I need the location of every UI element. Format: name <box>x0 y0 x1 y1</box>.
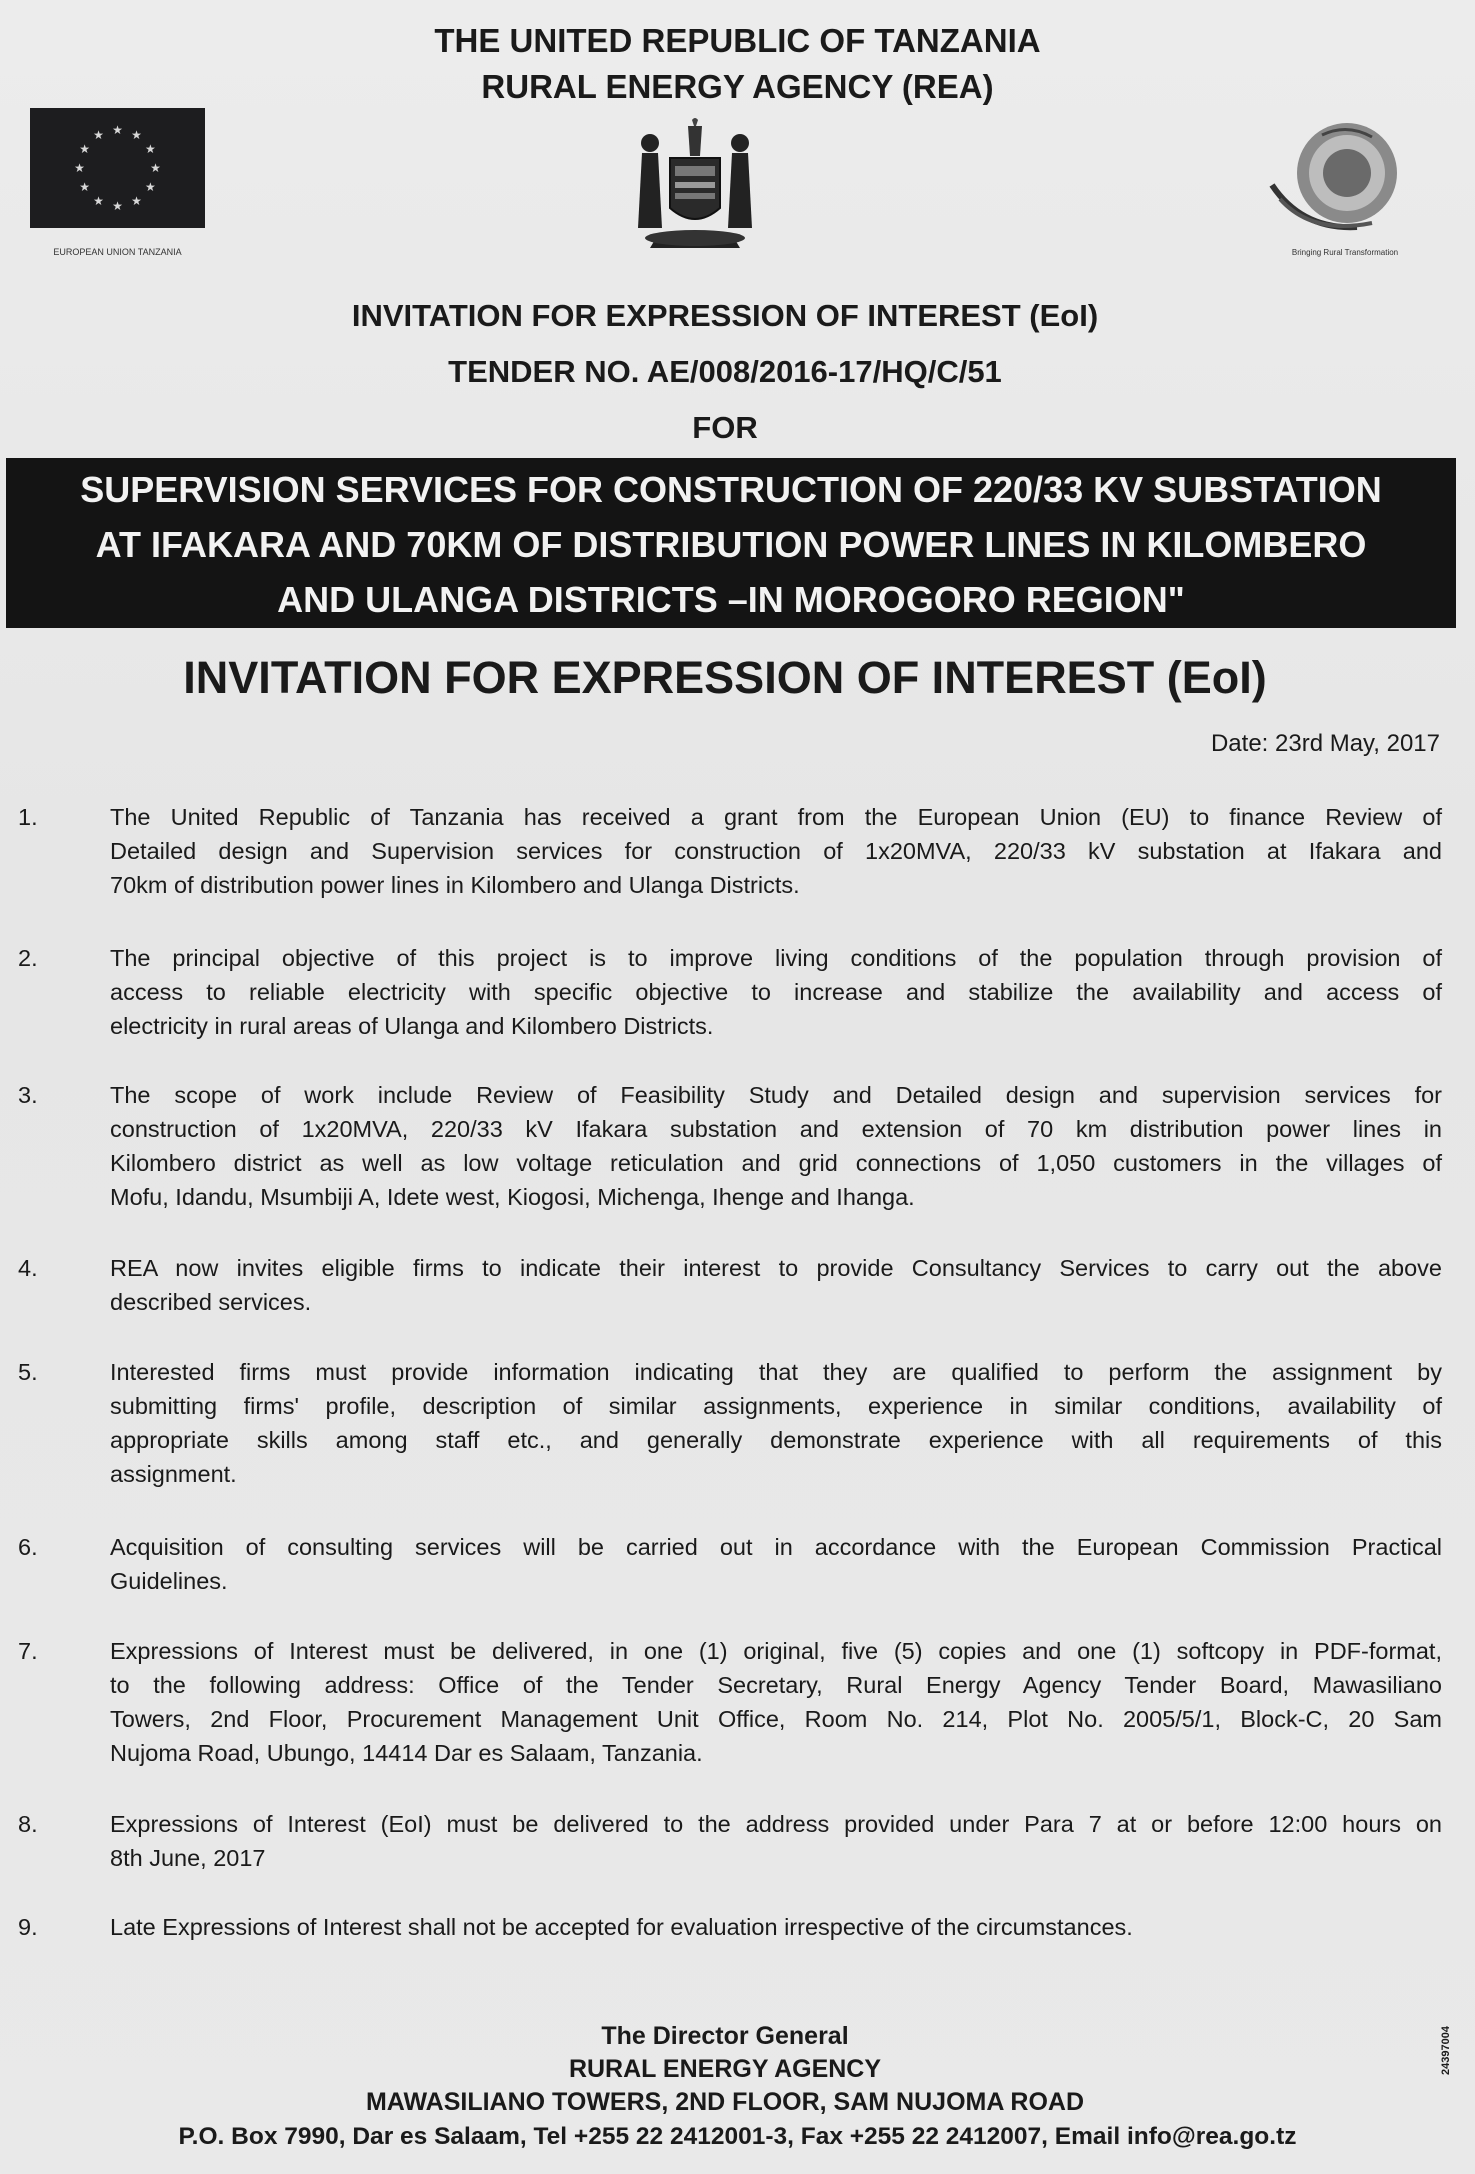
eu-star-icon: ★ <box>145 142 156 156</box>
eu-star-icon: ★ <box>79 142 90 156</box>
for-label: FOR <box>692 410 758 445</box>
eu-flag-icon <box>30 108 205 228</box>
eu-star-icon: ★ <box>112 123 123 137</box>
eu-caption: EUROPEAN UNION TANZANIA <box>53 247 182 257</box>
eu-star-icon: ★ <box>93 193 104 208</box>
banner-line: AT IFAKARA AND 70KM OF DISTRIBUTION POWER LINES IN KILOMBERO <box>95 524 1367 565</box>
paragraph-line: assignment. <box>110 1461 237 1487</box>
paragraph-line: Towers, 2nd Floor, Procurement Management Unit Office, Room No. 214, Plot No. 2005/5/1, Block-C, 20 Sam <box>110 1706 1442 1732</box>
side-code: 24397004 <box>1440 2026 1452 2075</box>
main-heading: INVITATION FOR EXPRESSION OF INTEREST (EoI) <box>183 652 1267 703</box>
eu-star-icon: ★ <box>145 180 156 194</box>
paragraph-line: to the following address: Office of the Tender Secretary, Rural Energy Agency Tender Board, Mawasiliano <box>110 1672 1442 1698</box>
paragraph-text <box>110 1634 1442 1770</box>
paragraph-number: 2. <box>18 945 38 971</box>
notice-date: Date: 23rd May, 2017 <box>1210 730 1440 757</box>
paragraph-number: 1. <box>18 804 38 830</box>
paragraph-text <box>110 941 1442 1043</box>
paragraph-line: Detailed design and Supervision services for construction of 1x20MVA, 220/33 kV substation at Ifakara and <box>110 838 1442 864</box>
eu-star-icon: ★ <box>74 161 85 175</box>
paragraph-text <box>110 1355 1442 1491</box>
project-banner <box>6 458 1456 628</box>
banner-line: AND ULANGA DISTRICTS –IN MOROGORO REGION" <box>277 579 1185 620</box>
paragraph-line: electricity in rural areas of Ulanga and Kilombero Districts. <box>110 1013 714 1039</box>
footer-address: MAWASILIANO TOWERS, 2ND FLOOR, SAM NUJOMA ROAD <box>365 2088 1085 2116</box>
paragraph-line: Interested firms must provide information indicating that they are qualified to perform the assignment by <box>110 1359 1442 1385</box>
coat-of-arms-icon <box>630 118 760 258</box>
paragraph-number: 8. <box>18 1811 38 1837</box>
rea-logo-icon <box>1262 115 1412 235</box>
header-country: THE UNITED REPUBLIC OF TANZANIA <box>434 22 1041 59</box>
paragraph-line: submitting firms' profile, description of similar assignments, experience in similar conditions, availability of <box>110 1393 1442 1419</box>
paragraph-line: access to reliable electricity with specific objective to increase and stabilize the availability and access of <box>110 979 1442 1005</box>
paragraph-line: Guidelines. <box>110 1568 228 1594</box>
paragraph-line: 70km of distribution power lines in Kilombero and Ulanga Districts. <box>110 872 800 898</box>
paragraph-number: 3. <box>18 1082 38 1108</box>
eu-star-icon: ★ <box>79 180 90 194</box>
paragraph-line: The principal objective of this project is to improve living conditions of the population through provision of <box>110 945 1442 971</box>
paragraph-text <box>110 1530 1442 1598</box>
paragraph-text <box>110 800 1442 902</box>
banner-line: SUPERVISION SERVICES FOR CONSTRUCTION OF 220/33 KV SUBSTATION <box>80 469 1382 510</box>
eu-star-icon: ★ <box>131 193 142 208</box>
paragraph-line: Mofu, Idandu, Msumbiji A, Idete west, Kiogosi, Michenga, Ihenge and Ihanga. <box>110 1184 915 1210</box>
rea-caption: Bringing Rural Transformation <box>1291 248 1399 257</box>
paragraph-text <box>110 1807 1442 1875</box>
footer-contact: P.O. Box 7990, Dar es Salaam, Tel +255 22 2412001-3, Fax +255 22 2412007, Email info@rea.go.tz <box>178 2123 1297 2150</box>
tender-number: TENDER NO. AE/008/2016-17/HQ/C/51 <box>448 354 1002 389</box>
paragraph-text <box>110 1078 1442 1214</box>
paragraph-number: 6. <box>18 1534 38 1560</box>
paragraph-line: 8th June, 2017 <box>110 1845 266 1871</box>
paragraph-line: Expressions of Interest must be delivered, in one (1) original, five (5) copies and one (1) softcopy in PDF-format, <box>110 1638 1442 1664</box>
paragraph-line: appropriate skills among staff etc., and generally demonstrate experience with all requirements of this <box>110 1427 1442 1453</box>
paragraph-number: 5. <box>18 1359 38 1385</box>
eu-star-icon: ★ <box>150 161 161 175</box>
footer-agency: RURAL ENERGY AGENCY <box>568 2055 882 2083</box>
paragraph-line: REA now invites eligible firms to indicate their interest to provide Consultancy Services to carry out the above <box>110 1255 1442 1281</box>
paragraph-line: Expressions of Interest (EoI) must be delivered to the address provided under Para 7 at or before 12:00 hours on <box>110 1811 1442 1837</box>
paragraph-line: Nujoma Road, Ubungo, 14414 Dar es Salaam, Tanzania. <box>110 1740 703 1766</box>
paragraph-line: described services. <box>110 1289 312 1315</box>
footer-director: The Director General <box>601 2022 849 2050</box>
paragraph-line: Late Expressions of Interest shall not be accepted for evaluation irrespective of the circumstances. <box>110 1914 1133 1940</box>
eoi-title: INVITATION FOR EXPRESSION OF INTEREST (EoI) <box>351 298 1099 333</box>
eu-star-icon: ★ <box>93 128 104 143</box>
paragraph-line: Kilombero district as well as low voltage reticulation and grid connections of 1,050 customers in the villages of <box>110 1150 1442 1176</box>
paragraph-line: The United Republic of Tanzania has received a grant from the European Union (EU) to finance Review of <box>110 804 1442 830</box>
paragraph-number: 7. <box>18 1638 38 1664</box>
paragraph-line: Acquisition of consulting services will be carried out in accordance with the European Commission Practical <box>110 1534 1442 1560</box>
paragraph-line: construction of 1x20MVA, 220/33 kV Ifakara substation and extension of 70 km distribution power lines in <box>110 1116 1442 1142</box>
eu-star-icon: ★ <box>112 199 123 213</box>
paragraph-text <box>110 1910 1442 1944</box>
paragraph-number: 4. <box>18 1255 38 1281</box>
paragraph-line: The scope of work include Review of Feasibility Study and Detailed design and supervision services for <box>110 1082 1442 1108</box>
paragraph-number: 9. <box>18 1914 38 1940</box>
paragraph-text <box>110 1251 1442 1319</box>
eu-star-icon: ★ <box>131 128 142 143</box>
header-agency: RURAL ENERGY AGENCY (REA) <box>481 68 994 105</box>
